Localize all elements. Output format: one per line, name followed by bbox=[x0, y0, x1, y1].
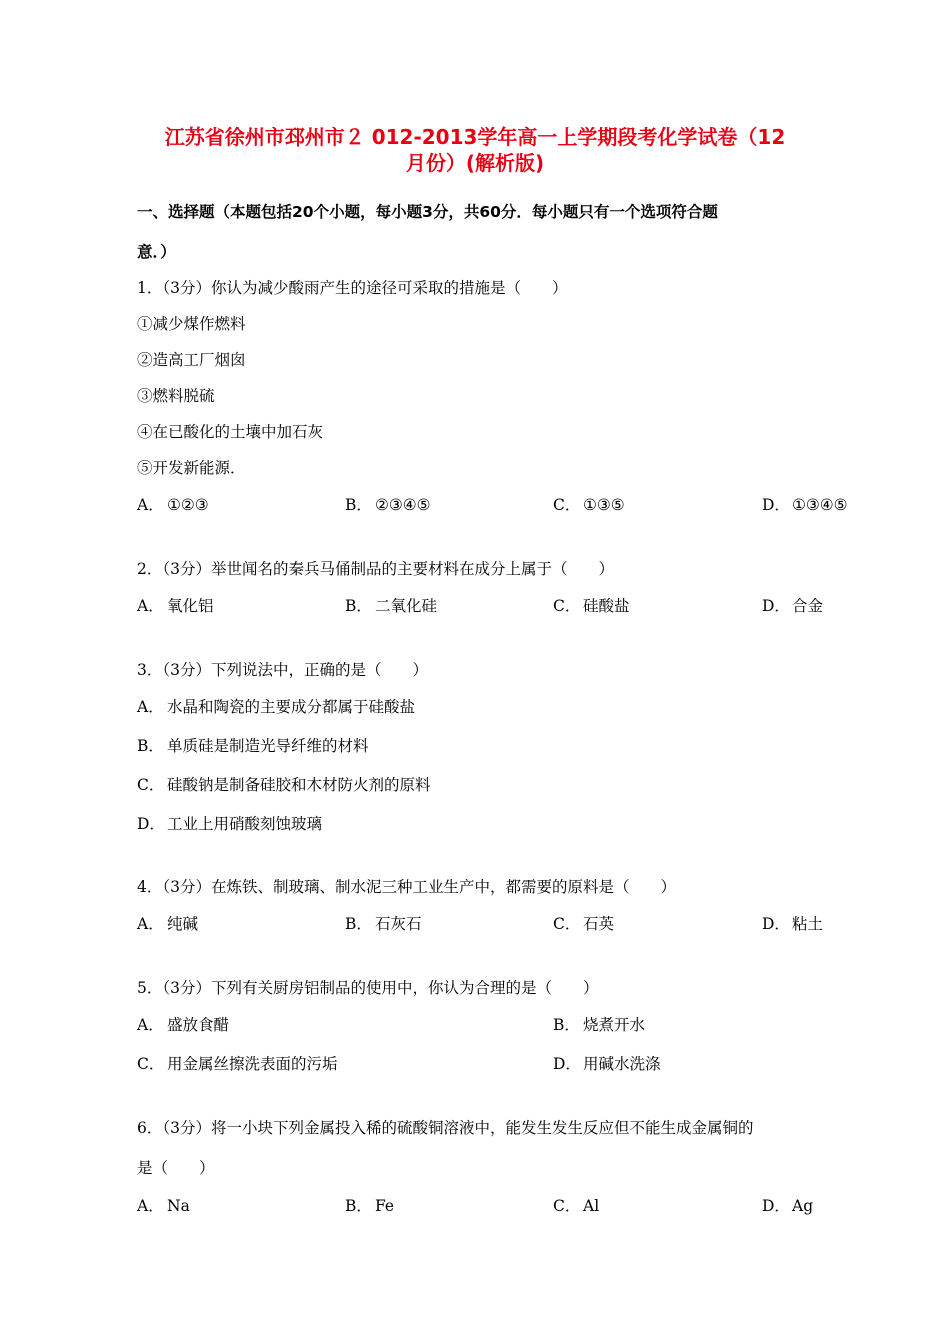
question-2-option-a: A． 氧化铝 bbox=[137, 597, 214, 615]
section-heading-line-2: 意．） bbox=[137, 243, 176, 261]
exam-title bbox=[120, 124, 830, 176]
question-6-option-d: D． Ag bbox=[762, 1197, 814, 1215]
question-2-option-b: B． 二氧化硅 bbox=[345, 597, 438, 615]
question-1-option-b: B． ②③④⑤ bbox=[345, 496, 431, 514]
question-4-option-d: D． 粘土 bbox=[762, 915, 824, 933]
question-5-stem: 5．（3分）下列有关厨房铝制品的使用中，你认为合理的是（ ） bbox=[137, 979, 599, 997]
question-6-option-a: A． Na bbox=[137, 1197, 190, 1215]
question-1-option-a: A． ①②③ bbox=[137, 496, 209, 514]
question-5-option-a: A． 盛放食醋 bbox=[137, 1016, 230, 1034]
question-1-stem: 1．（3分）你认为减少酸雨产生的途径可采取的措施是（ ） bbox=[137, 279, 568, 297]
question-5-option-c: C． 用金属丝擦洗表面的污垢 bbox=[137, 1055, 338, 1073]
question-3-option-c: C． 硅酸钠是制备硅胶和木材防火剂的原料 bbox=[137, 776, 431, 794]
question-3-option-b: B． 单质硅是制造光导纤维的材料 bbox=[137, 737, 369, 755]
question-6-stem: 6．（3分）将一小块下列金属投入稀的硫酸铜溶液中，能发生发生反应但不能生成金属铜的 bbox=[137, 1119, 754, 1137]
question-1-item-1: ①减少煤作燃料 bbox=[137, 315, 246, 333]
question-3-option-d: D． 工业上用硝酸刻蚀玻璃 bbox=[137, 815, 323, 833]
question-6-option-c: C． Al bbox=[553, 1197, 600, 1215]
question-6-stem-continued: 是（ ） bbox=[137, 1159, 215, 1177]
question-4-stem: 4．（3分）在炼铁、制玻璃、制水泥三种工业生产中，都需要的原料是（ ） bbox=[137, 878, 676, 896]
question-1-option-d: D． ①③④⑤ bbox=[762, 496, 848, 514]
question-4-option-a: A． 纯碱 bbox=[137, 915, 199, 933]
question-2-option-d: D． 合金 bbox=[762, 597, 824, 615]
question-2-option-c: C． 硅酸盐 bbox=[553, 597, 630, 615]
question-1-item-5: ⑤开发新能源． bbox=[137, 459, 246, 477]
question-2-stem: 2．（3分）举世闻名的秦兵马俑制品的主要材料在成分上属于（ ） bbox=[137, 560, 614, 578]
question-1-item-2: ②造高工厂烟囱 bbox=[137, 351, 246, 369]
question-6-option-b: B． Fe bbox=[345, 1197, 395, 1215]
question-1-item-3: ③燃料脱硫 bbox=[137, 387, 215, 405]
question-4-option-b: B． 石灰石 bbox=[345, 915, 422, 933]
title-line-2: 月份）(解析版) bbox=[405, 151, 545, 175]
question-3-stem: 3．（3分）下列说法中，正确的是（ ） bbox=[137, 661, 428, 679]
section-heading-line-1: 一、选择题（本题包括20个小题，每小题3分，共60分．每小题只有一个选项符合题 bbox=[137, 203, 718, 221]
question-5-option-d: D． 用碱水洗涤 bbox=[553, 1055, 661, 1073]
question-1-option-c: C． ①③⑤ bbox=[553, 496, 625, 514]
title-line-1: 江苏省徐州市邳州市２ 012-2013学年高一上学期段考化学试卷（12 bbox=[164, 125, 786, 149]
question-4-option-c: C． 石英 bbox=[553, 915, 615, 933]
question-3-option-a: A． 水晶和陶瓷的主要成分都属于硅酸盐 bbox=[137, 698, 416, 716]
question-1-item-4: ④在已酸化的土壤中加石灰 bbox=[137, 423, 324, 441]
question-5-option-b: B． 烧煮开水 bbox=[553, 1016, 646, 1034]
